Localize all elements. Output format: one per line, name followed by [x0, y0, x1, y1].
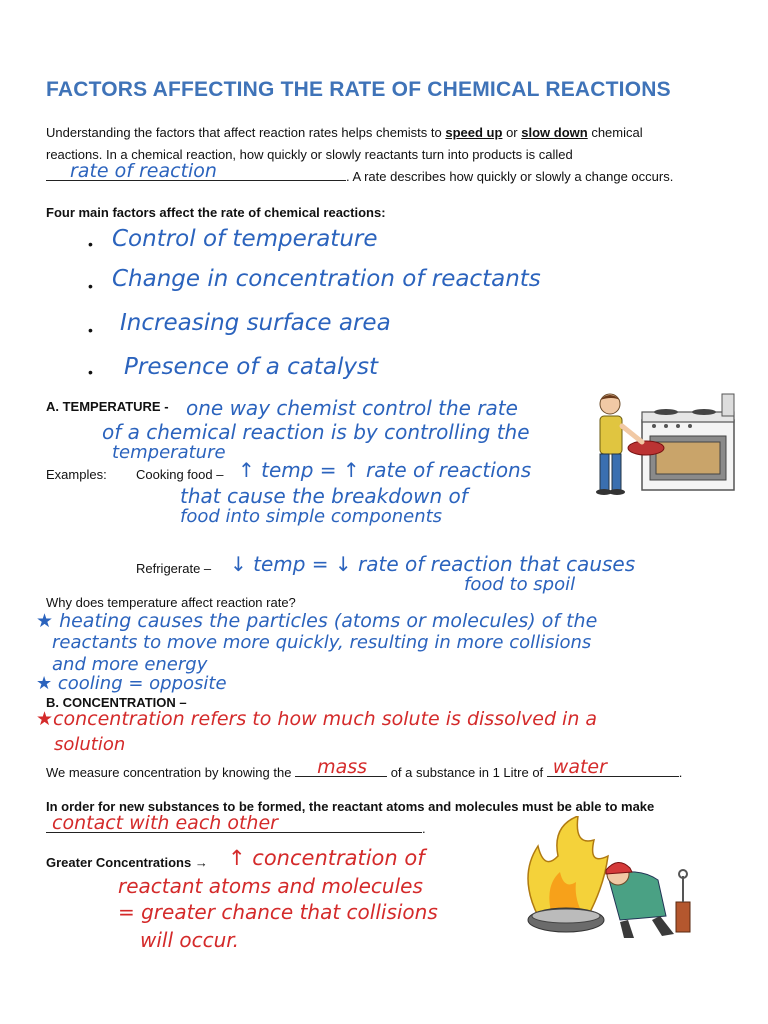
examples-label: Examples: — [46, 467, 107, 482]
intro-line-2: reactions. In a chemical reaction, how quickly or slowly reactants turn into products is called — [46, 147, 573, 162]
contact-end: . — [422, 821, 426, 836]
mass-blank — [295, 756, 387, 778]
mass-answer: mass — [317, 756, 368, 778]
bullet-dot: • — [88, 322, 93, 338]
temperature-note-1: one way chemist control the rate — [186, 396, 518, 420]
measure-line — [46, 756, 683, 784]
slow-down-term: slow down — [521, 125, 588, 140]
temperature-note-2: of a chemical reaction is by controlling the — [102, 420, 530, 444]
cooking-note-2: that cause the breakdown of — [180, 484, 468, 508]
factor-item: Control of temperature — [112, 226, 378, 252]
concentration-note-2: solution — [54, 734, 126, 755]
greater-note-1: ↑ concentration of — [228, 846, 425, 870]
refrigerate-label: Refrigerate – — [136, 561, 212, 576]
rate-blank — [46, 160, 346, 182]
rate-answer: rate of reaction — [70, 160, 217, 182]
measure-end: . — [678, 765, 683, 780]
contact-answer-line — [46, 812, 426, 840]
factor-item: Change in concentration of reactants — [112, 266, 541, 292]
water-answer: water — [552, 756, 607, 778]
speed-up-term: speed up — [445, 125, 503, 140]
why-answer-2: reactants to move more quickly, resulting in more collisions — [52, 632, 592, 653]
page-title: FACTORS AFFECTING THE RATE OF CHEMICAL REACTIONS — [46, 78, 671, 101]
factor-item: Presence of a catalyst — [124, 354, 379, 380]
why-answer-4: ★ cooling = opposite — [36, 673, 227, 694]
concentration-note-1: ★concentration refers to how much solute is dissolved in a — [36, 708, 598, 730]
cooking-note-1: ↑ temp = ↑ rate of reactions — [238, 458, 532, 482]
refrigerate-note-2: food to spoil — [464, 574, 576, 595]
intro-text-1a: Understanding the factors that affect reaction rates helps chemists to — [46, 125, 446, 140]
intro-text-3: . A rate describes how quickly or slowly a change occurs. — [346, 169, 674, 184]
measure-text-b: of a substance in 1 Litre of — [387, 765, 547, 780]
reaction-fire-illustration — [508, 816, 730, 946]
greater-note-4: will occur. — [140, 928, 240, 952]
water-blank — [547, 756, 679, 778]
bullet-dot: • — [88, 278, 93, 294]
temperature-heading: A. TEMPERATURE - — [46, 399, 169, 414]
greater-concentrations-label: Greater Concentrations → — [46, 855, 208, 870]
greater-note-2: reactant atoms and molecules — [118, 874, 423, 898]
contact-line: In order for new substances to be formed, the reactant atoms and molecules must be able to make — [46, 799, 655, 814]
cooking-note-3: food into simple components — [180, 506, 443, 527]
intro-text-1b: chemical — [587, 125, 643, 140]
refrigerate-note-1: ↓ temp = ↓ rate of reaction that causes — [230, 552, 636, 576]
why-answer-3: and more energy — [52, 654, 208, 675]
intro-line-3 — [46, 160, 674, 188]
bullet-dot: • — [88, 364, 93, 380]
contact-blank — [46, 812, 422, 834]
concentration-heading: B. CONCENTRATION – — [46, 695, 187, 710]
why-question: Why does temperature affect reaction rate? — [46, 595, 296, 610]
four-factors-heading: Four main factors affect the rate of chemical reactions: — [46, 205, 386, 220]
bullet-dot: • — [88, 236, 93, 252]
contact-answer: contact with each other — [52, 812, 278, 834]
temperature-note-3: temperature — [112, 442, 226, 463]
cooking-stove-illustration — [582, 390, 742, 502]
intro-line-1 — [46, 122, 643, 144]
intro-or: or — [502, 125, 522, 140]
why-answer-1: ★ heating causes the particles (atoms or molecules) of the — [36, 610, 598, 632]
cooking-food-label: Cooking food – — [136, 467, 224, 482]
greater-note-3: = greater chance that collisions — [118, 900, 438, 924]
factor-item: Increasing surface area — [120, 310, 391, 336]
measure-text-a: We measure concentration by knowing the — [46, 765, 296, 780]
